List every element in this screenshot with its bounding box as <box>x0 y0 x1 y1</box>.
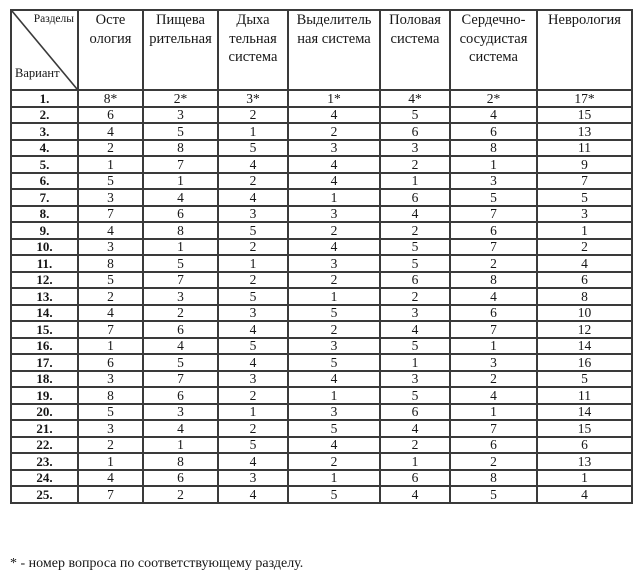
table-cell: 2 <box>288 272 380 289</box>
table-cell: 2 <box>380 288 450 305</box>
table-cell: 8* <box>78 90 143 107</box>
row-number: 14. <box>11 305 78 322</box>
table-row <box>11 288 632 305</box>
row-number: 25. <box>11 486 78 503</box>
column-header <box>218 10 288 90</box>
table-cell: 4 <box>288 156 380 173</box>
table-row <box>11 272 632 289</box>
table-row <box>11 123 632 140</box>
table-row <box>11 222 632 239</box>
table-cell: 10 <box>537 305 632 322</box>
row-number: 19. <box>11 387 78 404</box>
table-cell: 6 <box>143 387 218 404</box>
table-cell: 3 <box>380 371 450 388</box>
table-cell: 7 <box>78 321 143 338</box>
table-row <box>11 371 632 388</box>
table-row <box>11 107 632 124</box>
column-header <box>288 10 380 90</box>
table-cell: 2* <box>450 90 537 107</box>
row-number: 12. <box>11 272 78 289</box>
corner-cell <box>11 10 78 90</box>
corner-top-label: Разделы <box>33 13 74 25</box>
row-number: 13. <box>11 288 78 305</box>
table-cell: 6 <box>78 107 143 124</box>
table-cell: 13 <box>537 123 632 140</box>
table-row <box>11 305 632 322</box>
table-cell: 8 <box>78 387 143 404</box>
row-number: 8. <box>11 206 78 223</box>
table-cell: 2 <box>143 305 218 322</box>
table-cell: 3 <box>218 305 288 322</box>
table-cell: 11 <box>537 387 632 404</box>
table-cell: 11 <box>537 140 632 157</box>
table-cell: 4 <box>288 437 380 454</box>
table-cell: 4 <box>218 321 288 338</box>
table-cell: 2 <box>218 272 288 289</box>
table-cell: 2 <box>218 173 288 190</box>
row-number: 16. <box>11 338 78 355</box>
table-cell: 3 <box>78 420 143 437</box>
table-cell: 3* <box>218 90 288 107</box>
table-row <box>11 140 632 157</box>
table-row <box>11 387 632 404</box>
table-cell: 2 <box>450 453 537 470</box>
table-cell: 2 <box>288 321 380 338</box>
table-cell: 7 <box>450 321 537 338</box>
table-cell: 3 <box>143 404 218 421</box>
column-header <box>450 10 537 90</box>
column-header <box>143 10 218 90</box>
column-header-line: Осте <box>95 12 126 28</box>
table-cell: 7 <box>78 486 143 503</box>
table-cell: 4 <box>450 288 537 305</box>
table-row <box>11 255 632 272</box>
table-cell: 14 <box>537 404 632 421</box>
table-cell: 5 <box>218 222 288 239</box>
table-cell: 4 <box>450 387 537 404</box>
table-cell: 3 <box>288 206 380 223</box>
table-cell: 2 <box>288 222 380 239</box>
table-row <box>11 156 632 173</box>
column-header-line: система <box>390 30 440 47</box>
table-cell: 1 <box>143 437 218 454</box>
row-number: 10. <box>11 239 78 256</box>
column-header-line: сосудистая <box>459 30 528 47</box>
column-header-line: ная система <box>297 30 371 47</box>
table-cell: 4 <box>288 107 380 124</box>
column-header <box>537 10 632 90</box>
table-cell: 7 <box>143 272 218 289</box>
table-row <box>11 470 632 487</box>
table-cell: 4 <box>537 486 632 503</box>
column-header-line: ология <box>89 30 132 47</box>
table-cell: 3 <box>218 470 288 487</box>
table-row <box>11 189 632 206</box>
table-cell: 8 <box>143 140 218 157</box>
table-cell: 4 <box>218 189 288 206</box>
table-cell: 1 <box>218 404 288 421</box>
table-cell: 1 <box>78 338 143 355</box>
table-cell: 3 <box>288 404 380 421</box>
table-cell: 6 <box>450 222 537 239</box>
table-cell: 4 <box>380 321 450 338</box>
table-cell: 8 <box>78 255 143 272</box>
row-number: 6. <box>11 173 78 190</box>
table-cell: 6 <box>143 470 218 487</box>
table-cell: 7 <box>78 206 143 223</box>
table-cell: 5 <box>218 437 288 454</box>
table-cell: 4 <box>218 354 288 371</box>
table-cell: 1 <box>288 387 380 404</box>
table-cell: 5 <box>288 354 380 371</box>
table-cell: 2 <box>78 288 143 305</box>
table-cell: 7 <box>450 420 537 437</box>
table-cell: 5 <box>537 371 632 388</box>
table-cell: 1 <box>143 239 218 256</box>
table-cell: 1 <box>78 453 143 470</box>
table-cell: 5 <box>380 239 450 256</box>
row-number: 9. <box>11 222 78 239</box>
table-cell: 2 <box>380 222 450 239</box>
table-cell: 4 <box>450 107 537 124</box>
table-cell: 3 <box>380 305 450 322</box>
table-cell: 7 <box>143 371 218 388</box>
footnote: * - номер вопроса по соответствующему разделу. <box>10 556 304 571</box>
table-cell: 5 <box>78 272 143 289</box>
table-cell: 1* <box>288 90 380 107</box>
column-header-line: рительная <box>149 30 212 47</box>
table-cell: 5 <box>78 404 143 421</box>
table-row <box>11 90 632 107</box>
row-number: 4. <box>11 140 78 157</box>
table-cell: 1 <box>288 189 380 206</box>
column-header <box>380 10 450 90</box>
table-cell: 1 <box>537 470 632 487</box>
row-number: 2. <box>11 107 78 124</box>
table-cell: 8 <box>537 288 632 305</box>
table-cell: 6 <box>143 321 218 338</box>
row-number: 15. <box>11 321 78 338</box>
table-cell: 8 <box>143 222 218 239</box>
row-number: 18. <box>11 371 78 388</box>
table-cell: 4 <box>78 470 143 487</box>
table-cell: 8 <box>450 140 537 157</box>
table-cell: 6 <box>450 305 537 322</box>
table-cell: 8 <box>450 272 537 289</box>
table-cell: 1 <box>380 453 450 470</box>
column-header-line: Дыха <box>236 12 270 28</box>
table-cell: 4 <box>380 420 450 437</box>
table-cell: 3 <box>450 173 537 190</box>
table-cell: 2 <box>450 371 537 388</box>
table-cell: 15 <box>537 107 632 124</box>
table-cell: 2* <box>143 90 218 107</box>
table-cell: 3 <box>450 354 537 371</box>
table-row <box>11 173 632 190</box>
table-cell: 5 <box>143 354 218 371</box>
table-cell: 2 <box>450 255 537 272</box>
table-cell: 6 <box>380 123 450 140</box>
table-cell: 1 <box>143 173 218 190</box>
row-number: 7. <box>11 189 78 206</box>
table-cell: 13 <box>537 453 632 470</box>
table-cell: 2 <box>288 453 380 470</box>
table-cell: 2 <box>380 156 450 173</box>
table-cell: 14 <box>537 338 632 355</box>
table-cell: 5 <box>380 338 450 355</box>
table-cell: 15 <box>537 420 632 437</box>
table-body <box>11 90 632 503</box>
table-cell: 6 <box>143 206 218 223</box>
row-number: 23. <box>11 453 78 470</box>
table-cell: 4 <box>143 420 218 437</box>
table-cell: 4 <box>78 123 143 140</box>
table-cell: 7 <box>450 206 537 223</box>
table-cell: 5 <box>78 173 143 190</box>
table-cell: 4 <box>143 189 218 206</box>
table-cell: 4 <box>380 486 450 503</box>
table-cell: 3 <box>218 206 288 223</box>
table-cell: 1 <box>450 338 537 355</box>
column-header-line: Пищева <box>156 12 205 28</box>
table-cell: 5 <box>143 123 218 140</box>
table-cell: 5 <box>143 255 218 272</box>
column-header <box>78 10 143 90</box>
row-number: 5. <box>11 156 78 173</box>
table-cell: 1 <box>288 288 380 305</box>
table-cell: 2 <box>218 239 288 256</box>
table-cell: 1 <box>218 123 288 140</box>
table-cell: 4 <box>78 305 143 322</box>
corner-bottom-label: Вариант <box>15 66 60 80</box>
table-cell: 17* <box>537 90 632 107</box>
table-cell: 3 <box>288 338 380 355</box>
table-cell: 2 <box>218 107 288 124</box>
row-number: 11. <box>11 255 78 272</box>
table-cell: 4* <box>380 90 450 107</box>
table-cell: 3 <box>143 288 218 305</box>
column-header-line: Половая <box>389 12 441 28</box>
table-cell: 4 <box>288 173 380 190</box>
row-number: 24. <box>11 470 78 487</box>
table-cell: 4 <box>288 371 380 388</box>
table-cell: 3 <box>380 140 450 157</box>
table-cell: 1 <box>380 354 450 371</box>
table-row <box>11 239 632 256</box>
table-row <box>11 321 632 338</box>
table-cell: 4 <box>78 222 143 239</box>
column-header-line: система <box>228 49 278 66</box>
table-cell: 2 <box>143 486 218 503</box>
row-number: 1. <box>11 90 78 107</box>
table-cell: 3 <box>218 371 288 388</box>
table-cell: 3 <box>288 140 380 157</box>
column-header-line: Сердечно- <box>461 12 526 28</box>
table-cell: 2 <box>288 123 380 140</box>
table-cell: 1 <box>78 156 143 173</box>
table-cell: 5 <box>288 420 380 437</box>
table-row <box>11 420 632 437</box>
table-cell: 6 <box>380 404 450 421</box>
table-cell: 4 <box>380 206 450 223</box>
table-cell: 6 <box>380 189 450 206</box>
table-cell: 5 <box>450 189 537 206</box>
column-header-line: Выделитель <box>296 12 372 28</box>
table-cell: 9 <box>537 156 632 173</box>
table-cell: 3 <box>78 371 143 388</box>
row-number: 17. <box>11 354 78 371</box>
table-cell: 6 <box>450 437 537 454</box>
table-row <box>11 338 632 355</box>
table-cell: 3 <box>288 255 380 272</box>
table-cell: 5 <box>537 189 632 206</box>
table-cell: 4 <box>143 338 218 355</box>
table-row <box>11 437 632 454</box>
table-cell: 5 <box>218 288 288 305</box>
table-cell: 6 <box>537 437 632 454</box>
table-cell: 7 <box>143 156 218 173</box>
table-cell: 4 <box>537 255 632 272</box>
table-cell: 5 <box>380 107 450 124</box>
column-header-line: Неврология <box>548 12 621 28</box>
table-cell: 3 <box>537 206 632 223</box>
table-cell: 5 <box>380 255 450 272</box>
row-number: 22. <box>11 437 78 454</box>
table-cell: 5 <box>450 486 537 503</box>
table-cell: 5 <box>288 486 380 503</box>
table-cell: 2 <box>218 387 288 404</box>
table-cell: 1 <box>537 222 632 239</box>
table-cell: 3 <box>78 239 143 256</box>
table-row <box>11 486 632 503</box>
table-cell: 6 <box>537 272 632 289</box>
table-cell: 6 <box>380 272 450 289</box>
table-cell: 2 <box>380 437 450 454</box>
row-number: 21. <box>11 420 78 437</box>
table-cell: 8 <box>143 453 218 470</box>
table-cell: 1 <box>288 470 380 487</box>
table-cell: 1 <box>450 156 537 173</box>
table-cell: 1 <box>450 404 537 421</box>
table-cell: 4 <box>218 156 288 173</box>
table-cell: 5 <box>218 140 288 157</box>
table-row <box>11 404 632 421</box>
row-number: 20. <box>11 404 78 421</box>
variants-table <box>10 9 633 504</box>
table-cell: 2 <box>78 437 143 454</box>
table-cell: 6 <box>380 470 450 487</box>
table-cell: 16 <box>537 354 632 371</box>
table-cell: 7 <box>450 239 537 256</box>
table-cell: 4 <box>218 453 288 470</box>
column-header-line: тельная <box>229 30 277 47</box>
table-cell: 3 <box>78 189 143 206</box>
table-cell: 5 <box>218 338 288 355</box>
table-cell: 3 <box>143 107 218 124</box>
table-row <box>11 206 632 223</box>
table-cell: 2 <box>537 239 632 256</box>
table-cell: 7 <box>537 173 632 190</box>
table-cell: 6 <box>78 354 143 371</box>
table-cell: 2 <box>78 140 143 157</box>
column-header-line: система <box>469 49 518 66</box>
table-cell: 8 <box>450 470 537 487</box>
table-cell: 1 <box>380 173 450 190</box>
table-cell: 2 <box>218 420 288 437</box>
table-row <box>11 453 632 470</box>
table-row <box>11 354 632 371</box>
row-number: 3. <box>11 123 78 140</box>
table-cell: 12 <box>537 321 632 338</box>
table-cell: 5 <box>288 305 380 322</box>
header-row <box>11 10 632 90</box>
table-cell: 4 <box>288 239 380 256</box>
table-cell: 6 <box>450 123 537 140</box>
table-cell: 1 <box>218 255 288 272</box>
table-cell: 5 <box>380 387 450 404</box>
table-cell: 4 <box>218 486 288 503</box>
